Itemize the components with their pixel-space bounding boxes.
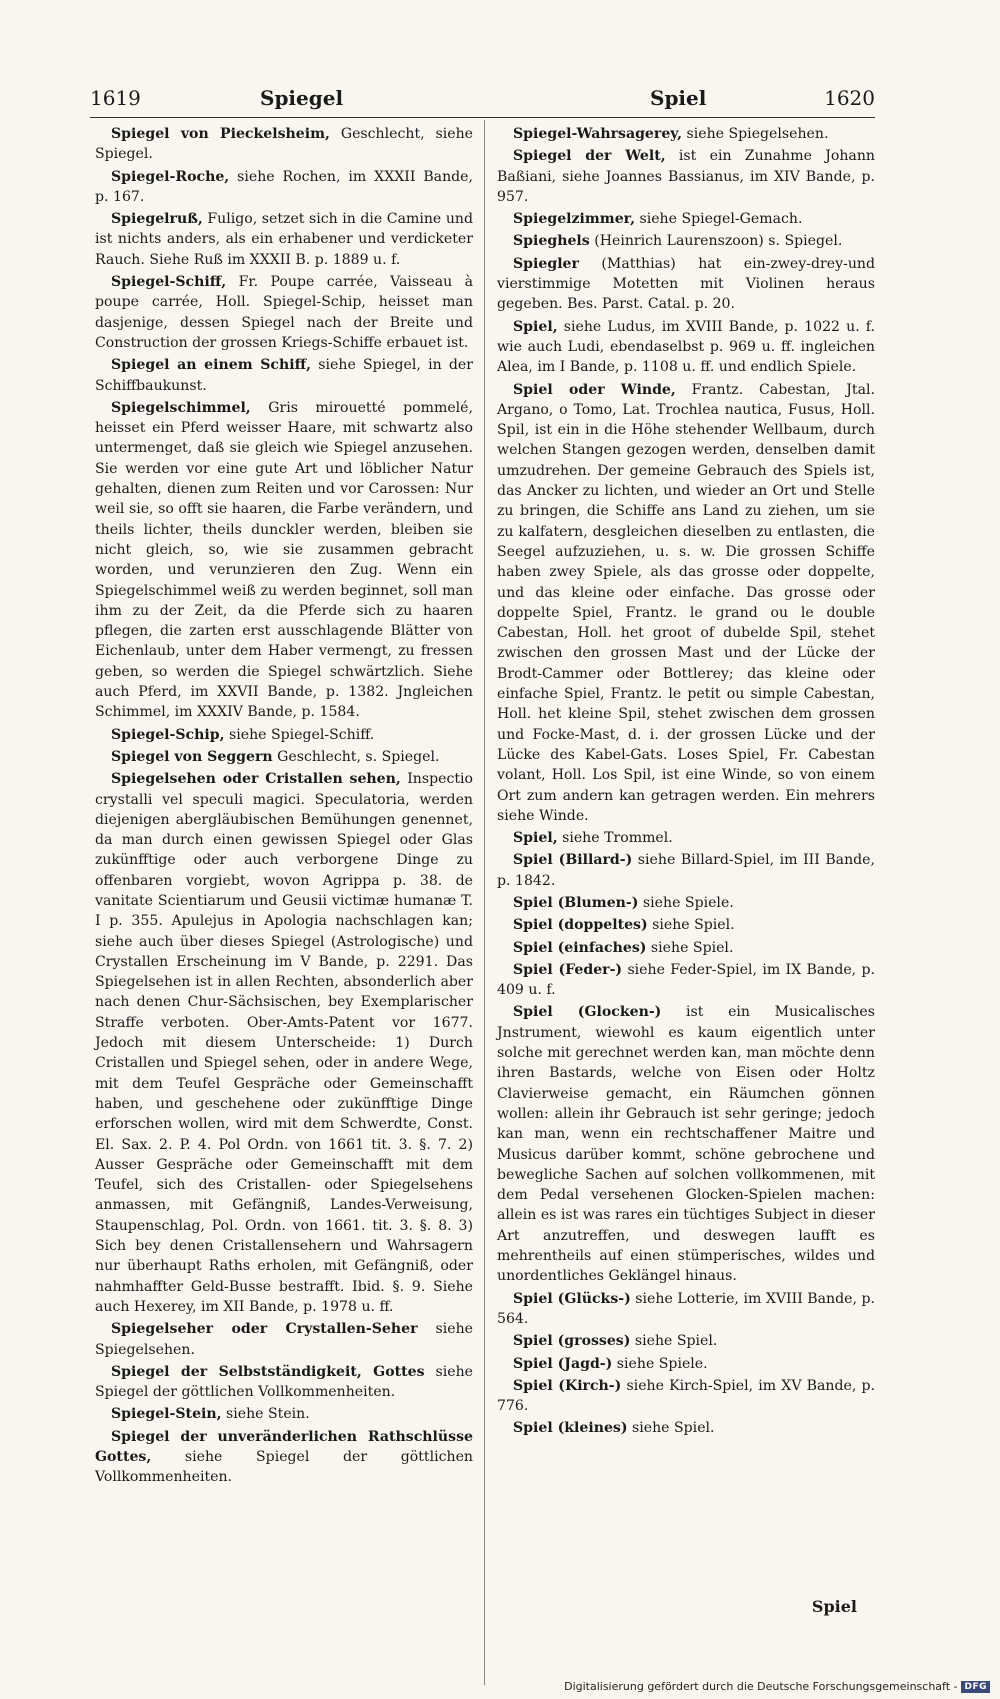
entry-headword: Spiel (Jagd-): [513, 1355, 613, 1372]
entry-text: siehe Spiel.: [646, 939, 734, 956]
entry-text: (Matthias) hat ein-zwey-drey-und vierstimmige Motetten mit Violinen heraus gegeben. Bes. Parst. Catal. p. 20.: [497, 255, 875, 313]
entry-headword: Spiel (Kirch-): [513, 1377, 622, 1394]
dictionary-entry: [497, 1376, 875, 1417]
entry-text: siehe Spiegelsehen.: [682, 126, 829, 142]
entry-text: siehe Spiegelsehen.: [95, 1321, 473, 1358]
dictionary-entry: [497, 231, 875, 251]
dictionary-entry: [497, 209, 875, 229]
entry-text: Inspectio crystalli vel speculi magici. Speculatoria, werden diejenigen abergläubischen Bemühungen genennet, da man durch einen gewissen Spiegel oder Glas zukünfftige oder auch verborgene Dinge zu offenbaren vorgiebt, wovon Agrippa p. 38. de vanitate Scientiarum und Geusii victimæ humanæ T. I p. 355. Apulejus in Apologia nachschlagen kan; siehe auch über dieses Spiegel (Astrologische) und Crystallen Erscheinung im V Bande, p. 2291. Das Spiegelsehen ist in allen Rechten, absonderlich aber nach denen Chur-Sächsischen, bey Exemplarischer Straffe verboten. Ober-Amts-Patent vor 1677. Jedoch mit diesem Unterscheide: 1) Durch Cristallen und Spiegel sehen, oder in andere Wege, mit dem Teufel Gespräche oder Gemeinschafft haben, und geschehene oder zukünfftige Dinge erforschen wollen, wird mit dem Schwerdte, Const. El. Sax. 2. P. 4. Pol Ordn. von 1661 tit. 3. §. 7. 2) Ausser Gespräche oder Gemeinschafft mit dem Teufel, sich des Cristallen- oder Spiegelsehens anmassen, mit Gefängniß, Landes-Verweisung, Staupenschlag, Pol. Ordn. von 1661. tit. 3. §. 8. 3) Sich bey denen Cristallensehern und Wahrsagern nur überhaupt Raths erholen, mit Gefängniß, oder nahmhaffter Geld-Busse bestrafft. Ibid. §. 9. Siehe auch Hexerey, im XII Bande, p. 1978 u. ff.: [95, 771, 473, 1315]
entry-text: siehe Ludus, im XVIII Bande, p. 1022 u. f. wie auch Ludi, ebendaselbst p. 969 u. ff. ingleichen Alea, im I Bande, p. 1108 u. ff. und endlich Spiele.: [497, 318, 875, 376]
entry-text: siehe Spiegel, in der Schiffbaukunst.: [95, 357, 473, 394]
dictionary-entry: [497, 1002, 875, 1286]
entry-text: siehe Spiegel der göttlichen Vollkommenheiten.: [95, 1363, 474, 1401]
dictionary-entry: [497, 1331, 875, 1351]
entry-text: Geschlecht, s. Spiegel.: [272, 748, 440, 765]
entry-headword: Spiel (Billard-): [513, 852, 633, 869]
header-rule: [90, 117, 875, 118]
entry-text: siehe Feder-Spiel, im IX Bande, p. 409 u. f.: [497, 961, 875, 999]
entry-headword: Spiel (Feder-): [513, 961, 623, 978]
dictionary-entry: [497, 828, 875, 848]
entry-text: Fr. Poupe carrée, Vaisseau à poupe carrée, Holl. Spiegel-Schip, heisset man dasjenige, dessen Spiegel nach der Breite und Construction der grossen Kriegs-Schiffe erbauet ist.: [95, 274, 473, 351]
entry-text: siehe Billard-Spiel, im III Bande, p. 1842.: [497, 852, 876, 889]
entry-headword: Spiegel von Pieckelsheim,: [111, 126, 330, 142]
entry-headword: Spiel,: [513, 830, 558, 847]
entry-headword: Spiegelsehen oder Cristallen sehen,: [111, 771, 401, 788]
entry-text: siehe Spiel.: [630, 1333, 718, 1350]
entry-headword: Spiegler: [513, 255, 579, 272]
left-page-number: 1619: [90, 86, 141, 110]
entry-headword: Spiegel der unveränderlichen Rathschlüsse Gottes,: [95, 1428, 473, 1465]
entry-headword: Spiegel-Stein,: [111, 1406, 222, 1423]
dictionary-entry: [497, 938, 875, 958]
dictionary-entry: [497, 1418, 875, 1438]
page-header: [90, 86, 875, 118]
entry-headword: Spiel (doppeltes): [513, 917, 648, 934]
footer-text: Digitalisierung gefördert durch die Deutsche Forschungsgemeinschaft -: [564, 1680, 958, 1693]
right-column: [497, 124, 875, 1439]
dictionary-entry: [497, 380, 875, 827]
entry-text: Frantz. Cabestan, Jtal. Argano, o Tomo, Lat. Trochlea nautica, Fusus, Holl. Spil, ist ein in die Höhe stehender Wellbaum, durch welchen Stangen gezogen werden, denselben damit umzudrehen. Der gemeine Gebrauch des Spiels ist, das Ancker zu lichten, und wieder an Ort und Stelle zu bringen, die Schiffe ans Land zu ziehen, um sie zu kalfatern, desgleichen dieselben zu entlasten, die Seegel aufzuziehen, u. s. w. Die grossen Schiffe haben zwey Spiele, als das grosse oder doppelte, und das kleine oder einfache. Das grosse oder doppelte Spiel, Frantz. le grand ou le double Cabestan, Holl. het groot of dubelde Spil, stehet zwischen den grossen Mast und der Lücke der Brodt-Cammer oder Bottlerey; das kleine oder einfache Spiel, Frantz. le petit ou simple Cabestan, Holl. het kleine Spil, stehet zwischen dem grossen und Focke-Mast, d. i. der grossen Lücke und der Lücke des Kabel-Gats. Loses Spiel, Fr. Cabestan volant, Holl. Los Spil, ist eine Winde, so von einem Ort zum andern kan getragen werden. Ein mehrers siehe Winde.: [497, 381, 875, 824]
entry-headword: Spiegel-Schiff,: [111, 274, 227, 291]
entry-text: siehe Kirch-Spiel, im XV Bande, p. 776.: [497, 1377, 875, 1415]
dictionary-entry: [497, 960, 875, 1001]
entry-headword: Spiegelruß,: [111, 211, 203, 228]
entry-headword: Spiegel der Selbstständigkeit, Gottes: [111, 1363, 425, 1380]
right-headword: Spiel: [650, 86, 707, 110]
dictionary-entry: [497, 850, 875, 891]
entry-text: ist ein Musicalisches Jnstrument, wiewohl es kaum eigentlich unter solche mit gerechnet werden kan, man möchte denn ihren Bastards, welche von Eisen oder Holtz Clavierweise gemacht, ein Räumchen gönnen wollen: allein ihr Gebrauch ist sehr geringe; jedoch kan man, wenn ein rechtschaffener Maitre und Musicus darüber kommt, schöne gebrochene und bewegliche Sachen auf solchen vollkommenen, mit dem Pedal versehenen Glocken-Spielen machen: allein es ist was rares ein tüchtiges Subject in dieser Art anzutreffen, und deswegen laufft es mehrentheils auf einen stümperisches, wildes und unordentliches Geklängel hinaus.: [497, 1004, 875, 1285]
entry-headword: Spiel (grosses): [513, 1333, 631, 1350]
dictionary-entry: [95, 209, 473, 270]
dictionary-entry: [95, 747, 473, 767]
dictionary-entry: [95, 124, 473, 165]
dictionary-entry: [497, 915, 875, 935]
dictionary-entry: [95, 769, 473, 1317]
entry-text: siehe Rochen, im XXXII Bande, p. 167.: [95, 168, 473, 205]
entry-text: Gris mirouetté pommelé, heisset ein Pferd weisser Haare, mit schwartz also untermenget, daß sie gleich wie Spiegel anzusehen. Sie werden vor eine gute Art und löblicher Natur gehalten, dienen zum Reiten und vor Carossen: Nur weil sie, so offt sie haaren, die Farbe verändern, und theils lichter, theils dunckler werden, bleiben sie nicht gleich, so, wie sie zusammen gebracht worden, und verunzieren den Zug. Wenn ein Spiegelschimmel weiß zu werden beginnet, soll man ihm zu der Zeit, da die Pferde sich zu haaren pflegen, die zarten erst ausschlagende Blätter von Eichenlaub, unter dem Haber vermengt, zu fressen geben, so werden die Spiegel schwärtzlich. Siehe auch Pferd, im XXVII Bande, p. 1382. Jngleichen Schimmel, im XXXIV Bande, p. 1584.: [95, 399, 473, 721]
dictionary-entry: [95, 1319, 473, 1360]
entry-text: siehe Spiel.: [647, 917, 735, 934]
entry-text: siehe Spiel.: [627, 1420, 715, 1437]
entry-text: siehe Lotterie, im XVIII Bande, p. 564.: [497, 1290, 875, 1327]
entry-headword: Spiegel von Seggern: [111, 748, 273, 765]
entry-text: Fuligo, setzet sich in die Camine und ist nichts anders, als ein erhabener und verdicketer Rauch. Siehe Ruß im XXXII B. p. 1889 u. f.: [95, 211, 473, 268]
left-headword: Spiegel: [260, 86, 344, 110]
entry-headword: Spiegel der Welt,: [513, 148, 666, 165]
entry-text: siehe Spiegel-Schiff.: [224, 726, 375, 743]
right-page-number: 1620: [824, 86, 875, 110]
dfg-logo: DFG: [961, 1681, 990, 1693]
entry-headword: Spiegelseher oder Crystallen-Seher: [111, 1321, 418, 1338]
entry-headword: Spiel,: [513, 318, 558, 335]
entry-headword: Spiegelschimmel,: [111, 399, 251, 416]
entry-text: ist ein Zunahme Johann Baßiani, siehe Joannes Bassianus, im XIV Bande, p. 957.: [497, 148, 875, 205]
dictionary-entry: [497, 317, 875, 378]
footer: [564, 1680, 990, 1693]
entry-text: siehe Spiele.: [612, 1355, 708, 1372]
entry-text: siehe Trommel.: [557, 830, 673, 847]
column-divider: [484, 120, 485, 1685]
dictionary-entry: [497, 1289, 875, 1330]
entry-text: siehe Stein.: [221, 1406, 310, 1423]
entry-text: (Heinrich Laurenszoon) s. Spiegel.: [589, 233, 843, 250]
dictionary-entry: [95, 1362, 473, 1403]
entry-headword: Spiegelzimmer,: [513, 211, 635, 228]
entry-headword: Spiel (kleines): [513, 1420, 628, 1437]
dictionary-entry: [95, 398, 473, 723]
dictionary-entry: [95, 1427, 473, 1488]
entry-headword: Spieghels: [513, 233, 590, 250]
dictionary-entry: [497, 1354, 875, 1374]
entry-headword: Spiel (einfaches): [513, 939, 647, 956]
dictionary-entry: [95, 1404, 473, 1424]
entry-headword: Spiegel-Schip,: [111, 726, 225, 743]
entry-headword: Spiegel an einem Schiff,: [111, 357, 312, 374]
dictionary-entry: [497, 893, 875, 913]
dictionary-entry: [497, 124, 875, 144]
entry-headword: Spiel (Glücks-): [513, 1290, 631, 1307]
entry-headword: Spiegel-Roche,: [111, 168, 230, 185]
entry-text: Geschlecht, siehe Spiegel.: [95, 126, 473, 163]
entry-text: siehe Spiegel-Gemach.: [635, 211, 803, 228]
dictionary-entry: [95, 272, 473, 353]
entry-headword: Spiel (Blumen-): [513, 894, 639, 911]
dictionary-entry: [95, 725, 473, 745]
dictionary-entry: [95, 167, 473, 208]
dictionary-entry: [497, 146, 875, 207]
dictionary-entry: [95, 355, 473, 396]
catchword: Spiel: [811, 1597, 857, 1616]
entry-headword: Spiegel-Wahrsagerey,: [513, 126, 683, 142]
entry-text: siehe Spiegel der göttlichen Vollkommenheiten.: [95, 1449, 473, 1486]
entry-headword: Spiel (Glocken-): [513, 1004, 662, 1021]
entry-text: siehe Spiele.: [638, 894, 734, 911]
left-column: [95, 124, 473, 1488]
dictionary-entry: [497, 254, 875, 315]
entry-headword: Spiel oder Winde,: [513, 381, 676, 398]
